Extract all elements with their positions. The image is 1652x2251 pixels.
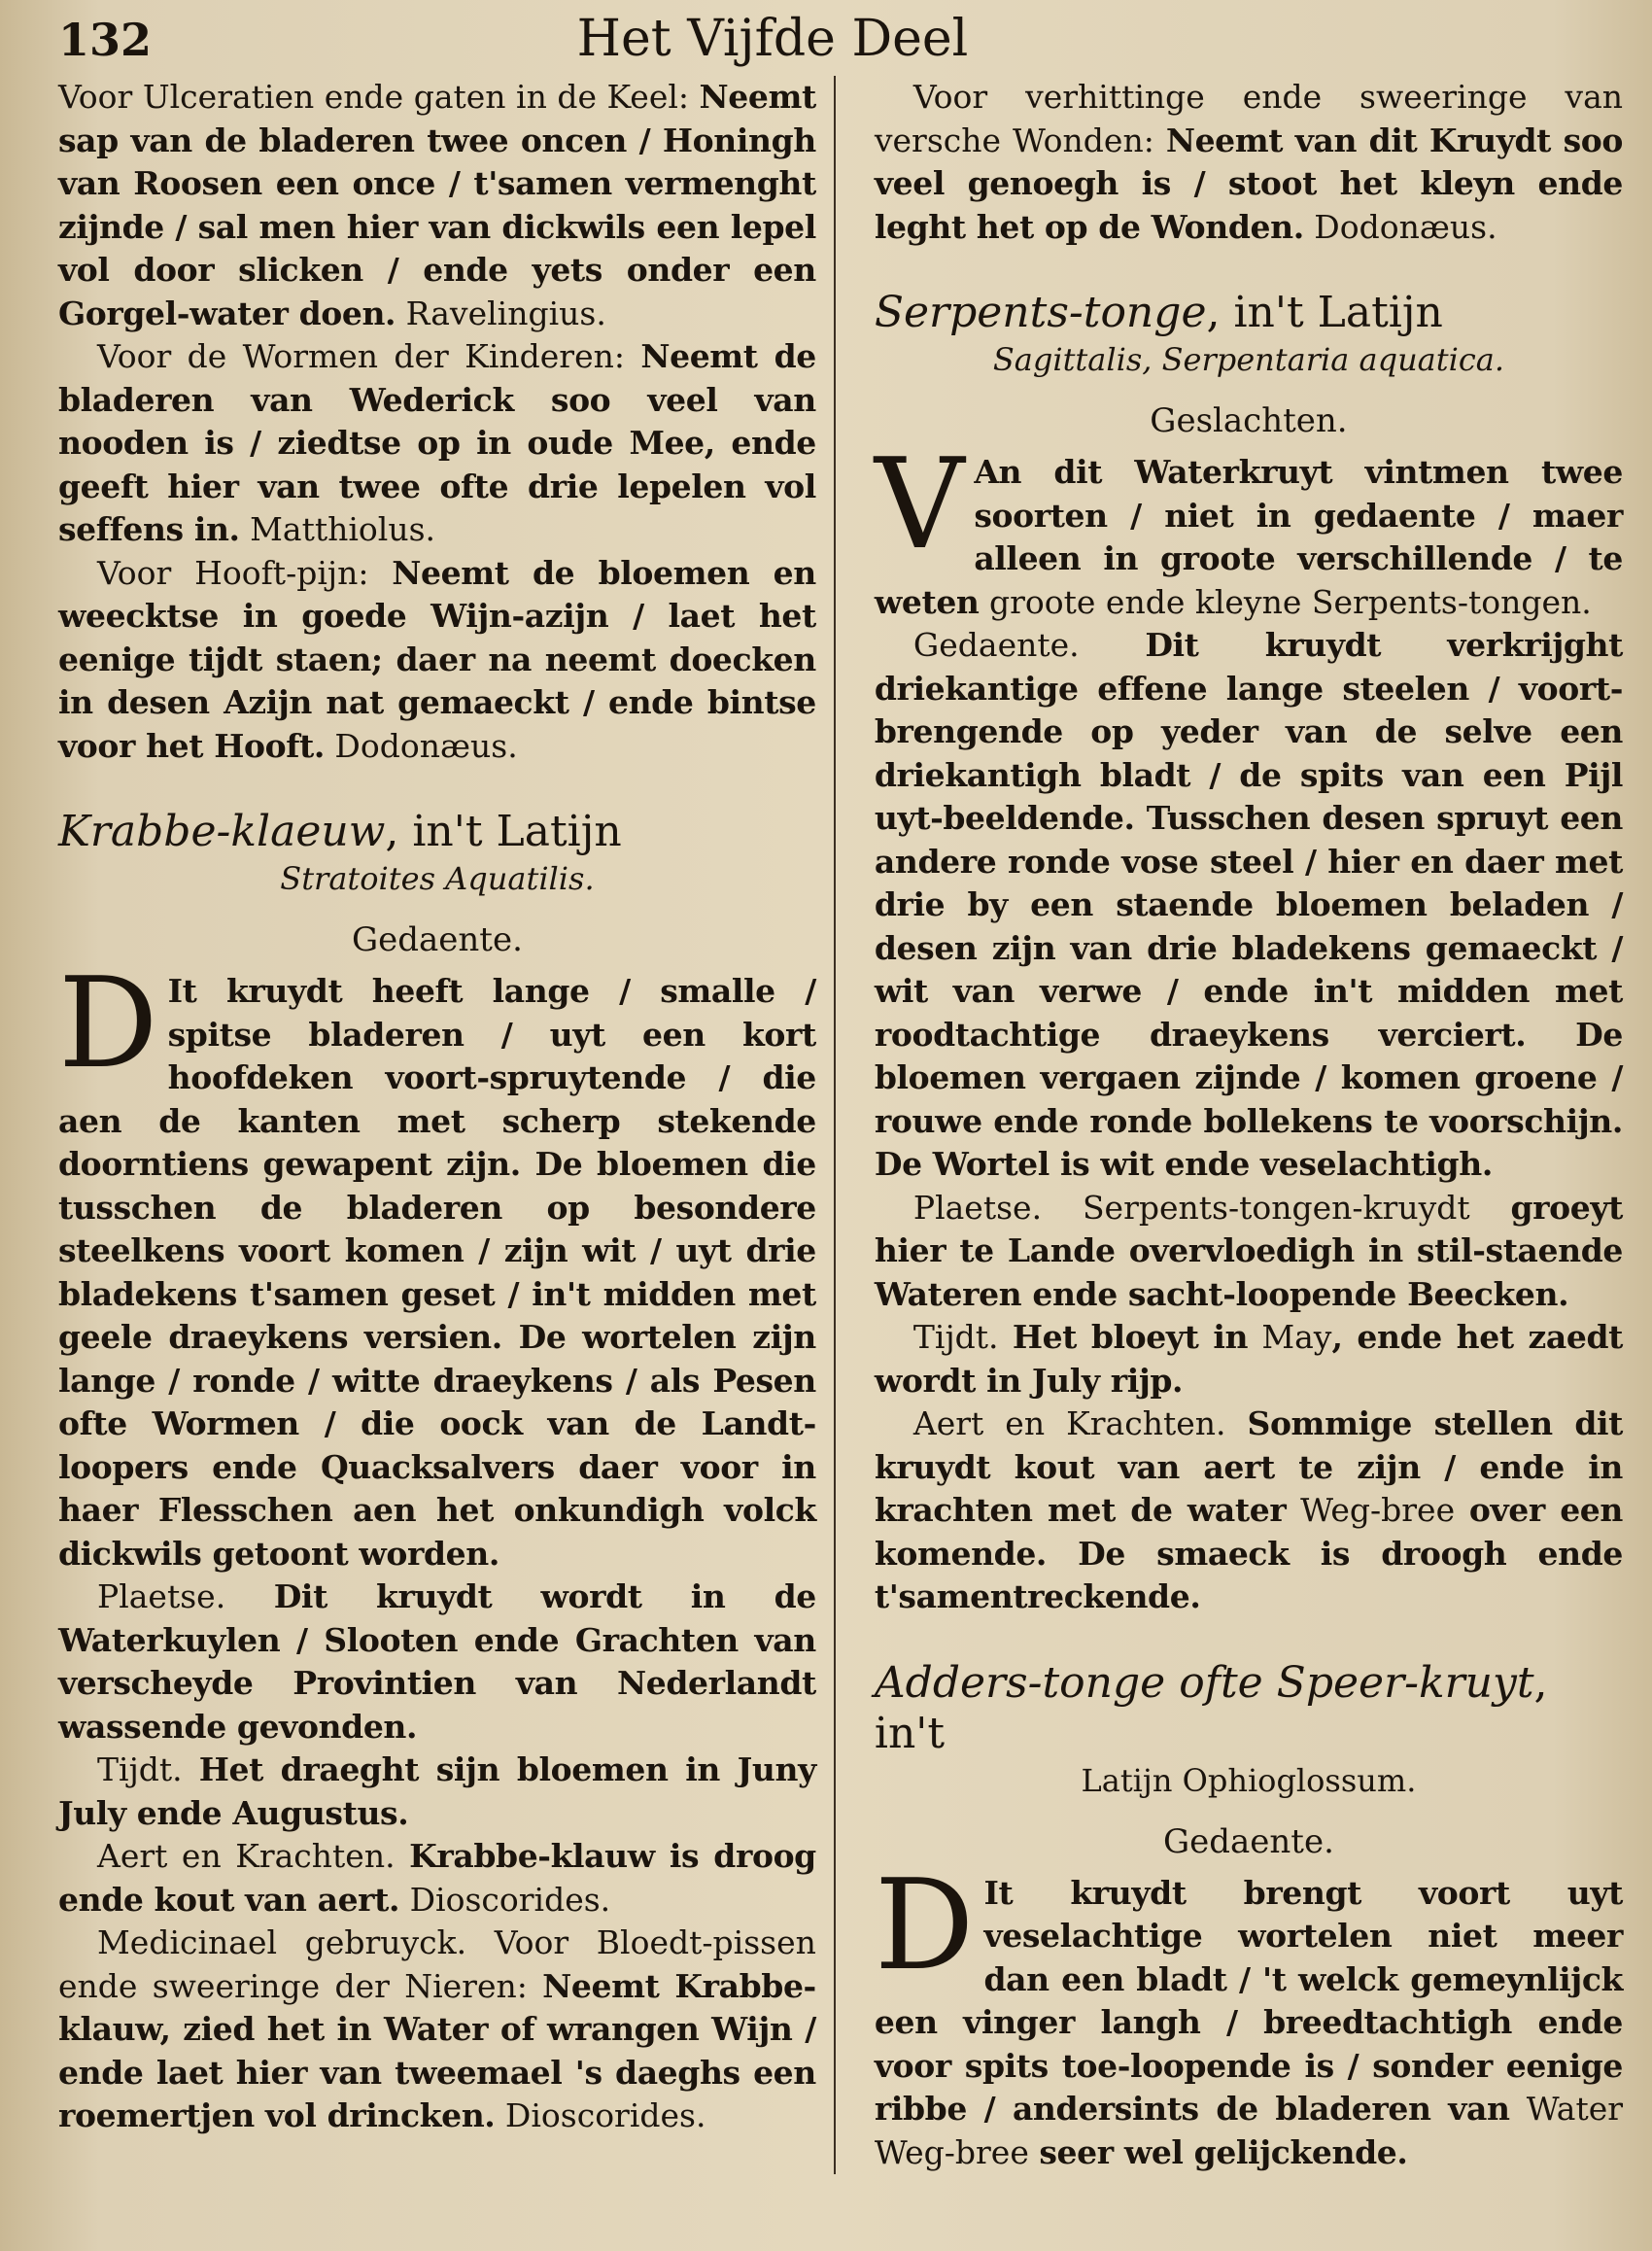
paragraph-plaetse (58, 1576, 816, 1749)
text: groote ende kleyne Serpents-tongen. (989, 582, 1592, 621)
text: Krabbe-klauw is droog ende kout van aert. (58, 1837, 816, 1919)
paragraph-wormen (58, 335, 816, 552)
text: Het draeght sijn bloemen in Juny July ende Augustus. (58, 1750, 816, 1832)
remedy-text: Neemt sap van de bladeren twee oncen / Honingh van Roosen een once / t'samen vermenght zijnde / sal men hier van dickwils een lepel vol door slicken / ende yets onder een Gorgel-water doen. (58, 78, 816, 332)
text: Het bloeyt in (1012, 1318, 1249, 1356)
running-title: Het Vijfde Deel (576, 10, 969, 68)
subheading-gedaente: Gedaente. (351, 920, 523, 959)
label: Gedaente. (912, 626, 1080, 664)
label: Tijdt. (97, 1750, 183, 1788)
label: Plaetse. Serpents-tongen-kruydt (912, 1188, 1470, 1227)
plant-name: Krabbe-klaeuw (58, 807, 386, 856)
source-citation: Dodonæus. (1314, 207, 1497, 246)
drop-cap: D (58, 952, 158, 1096)
subheading-gedaente: Gedaente. (1162, 1821, 1334, 1861)
section-title-adders (875, 1658, 1623, 1759)
description-text: It kruydt brengt voort uyt veselachtige wortelen niet meer dan een bladt / 't welck gemeynlijck een vinger langh / breedtachtigh ende voor spits toe-loopende is / sonder eenige ribbe / andersints de bladeren van (874, 1873, 1623, 2128)
paragraph-serpents-kinds (874, 433, 1623, 624)
source-citation: Dioscorides. (409, 1880, 611, 1919)
paragraph-aert (58, 1835, 816, 1922)
description-text: Dit kruydt verkrijght driekantige effene lange steelen / voort-brengende op yeder van de selve een driekantigh bladt / de spits van een Pijl uyt-beeldende. Tusschen desen spruyt een andere ronde vose steel / hier en daer met drie by een staende bloemen beladen / desen zijn van drie bladekens gemaeckt / wit van verwe / ende in't midden met roodtachtige draeykens verciert. De bloemen vergaen zijnde / komen groene / rouwe ende ronde bollekens te voorschijn. De Wortel is wit ende veselachtigh. (874, 626, 1623, 1183)
text: Neemt Krabbe-klauw, zied het in Water of wrangen Wijn / ende laet hier van tweemael 's daeghs een roemertjen vol drincken. (58, 1966, 816, 2134)
remedy-text: Neemt de bloemen en weecktse in goede Wijn-azijn / laet het eenige tijdt staen; daer na neemt doecken in desen Azijn nat gemaeckt / ende bintse voor het Hooft. (58, 553, 816, 765)
source-citation: Ravelingius. (405, 294, 606, 332)
section-title-serpents (875, 288, 1623, 338)
text: An dit Waterkruyt vintmen twee soorten / niet in gedaente / maer alleen in groote verschillende / te weten (874, 453, 1623, 621)
remedy-text: Neemt de bladeren van Wederick soo veel van nooden is / ziedtse op in oude Mee, ende geeft hier van twee ofte drie lepelen vol seffens in. (58, 337, 816, 548)
text: Sommige stellen dit kruydt kout van aert te zijn / ende in krachten met de water (874, 1404, 1623, 1529)
latin-prefix: , in't Latijn (1206, 288, 1443, 337)
paragraph-verhittinge (875, 76, 1623, 249)
label: Plaetse. (97, 1577, 226, 1615)
subheading-geslachten: Geslachten. (1150, 401, 1348, 440)
text: Dit kruydt wordt in de Waterkuylen / Slooten ende Grachten van verscheyde Provintien van Nederlandt wassende gevonden. (58, 1577, 816, 1746)
paragraph-tijdt (58, 1749, 816, 1835)
source-citation: Dodonæus. (334, 726, 518, 765)
paragraph-adders-description (874, 1853, 1624, 2175)
label: Aert en Krachten. (912, 1404, 1226, 1442)
paragraph-krabbe-description (58, 952, 816, 1576)
latin-name: Stratoites Aquatilis. (280, 860, 595, 897)
right-column (875, 76, 1623, 2174)
section-title-krabbe (58, 807, 816, 857)
plant-name: Serpents-tonge (874, 288, 1207, 337)
latin-prefix: , in't Latijn (385, 807, 622, 856)
paragraph-keel (58, 76, 816, 335)
page-header (58, 10, 1623, 76)
latin-name: Sagittalis, Serpentaria aquatica. (992, 341, 1505, 378)
paragraph-serpents-tijdt (875, 1316, 1623, 1403)
label: Tijdt. (912, 1318, 999, 1356)
label: Medicinael gebruyck. Voor Bloedt-pissen ende sweeringe der Nieren: (58, 1923, 816, 2005)
text: groeyt hier te Lande overvloedigh in stil-staende Wateren ende sacht-loopende Beecken. (874, 1188, 1623, 1313)
remedy-heading: Voor Ulceratien ende gaten in de Keel: (58, 78, 690, 116)
label: Aert en Krachten. (97, 1837, 396, 1875)
latin-prefix: , in't (874, 1657, 1548, 1758)
description-text: seer wel gelijckende. (1039, 2132, 1408, 2171)
source-citation: Matthiolus. (250, 510, 436, 548)
remedy-text: Neemt van dit Kruydt soo veel genoegh is / stoot het kleyn ende leght het op de Wonden. (874, 121, 1623, 246)
plant-reference: Weg-bree (1300, 1491, 1456, 1529)
drop-cap: D (874, 1853, 975, 1998)
paragraph-hooft (58, 552, 816, 769)
source-citation: Dioscorides. (504, 2096, 706, 2134)
paragraph-serpents-aert (875, 1403, 1623, 1619)
remedy-heading: Voor verhittinge ende sweeringe van versche Wonden: (874, 78, 1623, 159)
remedy-heading: Voor de Wormen der Kinderen: (97, 337, 625, 375)
text: , ende het zaedt wordt in July rijp. (874, 1318, 1623, 1400)
text: over een komende. De smaeck is droogh ende t'samentreckende. (874, 1491, 1623, 1615)
page-number: 132 (58, 14, 153, 66)
drop-cap: V (874, 433, 965, 577)
paragraph-serpents-plaetse (875, 1187, 1623, 1317)
month: May (1261, 1318, 1332, 1356)
left-column (58, 76, 836, 2174)
plant-name: Adders-tonge ofte Speer-kruyt (874, 1657, 1534, 1708)
paragraph-serpents-gedaente (875, 624, 1623, 1187)
latin-name: Latijn Ophioglossum. (1081, 1761, 1417, 1799)
description-text: It kruydt heeft lange / smalle / spitse bladeren / uyt een kort hoofdeken voort-spruytende / die aen de kanten met scherp stekende doorntiens gewapent zijn. De bloemen die tusschen de bladeren op besondere steelkens voort komen / zijn wit / uyt drie bladekens t'samen geset / in't midden met geele draeykens versien. De wortelen zijn lange / ronde / witte draeykens / als Pesen ofte Wormen / die oock van de Landt-loopers ende Quacksalvers daer voor in haer Flesschen aen het onkundigh volck dickwils getoont worden. (58, 972, 816, 1573)
remedy-heading: Voor Hooft-pijn: (97, 553, 369, 592)
plant-reference: Water Weg-bree (874, 2090, 1624, 2171)
paragraph-medicinael (58, 1922, 816, 2138)
